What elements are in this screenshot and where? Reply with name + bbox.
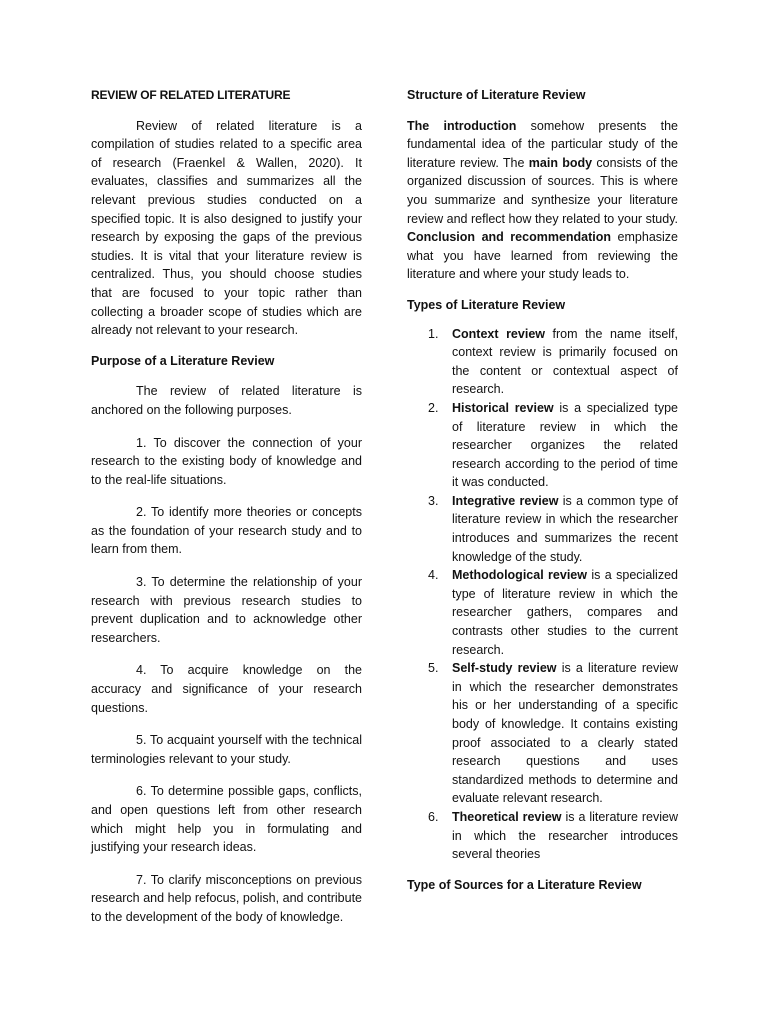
type-term: Context review [452,326,545,341]
left-column [91,86,362,927]
type-text: is a specialized type of literature review in which the researcher organizes the related research according to the period of time it was conducted. [452,400,679,490]
types-list [407,325,678,864]
sources-heading: Type of Sources for a Literature Review [407,877,642,892]
list-number: 5. [428,661,439,676]
type-term: Self-study review [452,661,557,676]
introduction-text: somehow presents the fundamental idea of the particular study of the literature review. The [407,118,678,170]
list-item [407,492,678,566]
list-number: 2. [428,400,439,415]
purpose-item-5: 5. To acquaint yourself with the technical terminologies relevant to your study. [91,733,362,766]
type-term: Integrative review [452,493,559,508]
list-item [407,808,678,864]
type-text: is a common type of literature review in which the researcher introduces and summarizes the recent knowledge of the study. [452,493,678,564]
list-item [407,325,678,399]
type-term: Historical review [452,400,554,415]
purpose-heading: Purpose of a Literature Review [91,353,275,368]
type-text: is a specialized type of literature review in which the researcher gathers, compares and contrasts other studies to the current research. [452,568,678,657]
list-number: 4. [428,568,439,583]
conclusion-term: Conclusion and recommendation [407,230,612,245]
list-number: 1. [428,326,439,341]
purpose-item-3: 3. To determine the relationship of your research with previous research studies to prevent duplication and to acknowledge other researchers. [91,575,362,645]
list-number: 6. [428,809,439,824]
purpose-item-1: 1. To discover the connection of your research to the existing body of knowledge and to the real-life situations. [91,435,362,487]
page-title: REVIEW OF RELATED LITERATURE [91,88,291,102]
intro-paragraph: Review of related literature is a compilation of studies related to a specific area of research (Fraenkel & Wallen, 2020). It evaluates, classifies and summarizes all the relevant previous studies conducted on a specified topic. It is also designed to justify your research by exposing the gaps of the previous studies. It is vital that your literature review is centralized. Thus, you should choose studies that are focused to your topic rather than collecting a broader scope of studies which are already not relevant to your research. [91,118,362,338]
purpose-item-4: 4. To acquire knowledge on the accuracy and significance of your research questions. [91,663,362,715]
main-body-text: consists of the organized discussion of sources. This is where you summarize and synthesize your literature review and reflect how they related to your study. [407,155,678,226]
purpose-intro: The review of related literature is anchored on the following purposes. [91,384,362,417]
main-body-term: main body [528,155,593,170]
list-number: 3. [428,493,439,508]
list-item [407,659,678,808]
purpose-item-2: 2. To identify more theories or concepts as the foundation of your research study and to learn from them. [91,505,362,557]
type-term: Theoretical review [452,809,562,824]
purpose-item-7: 7. To clarify misconceptions on previous research and help refocus, polish, and contribute to the development of the body of knowledge. [91,872,362,924]
purpose-item-6: 6. To determine possible gaps, conflicts, and open questions left from other research which might help you in formulating and justifying your research ideas. [91,784,362,855]
list-item [407,566,678,659]
type-text: is a literature review in which the researcher introduces several theories [452,809,679,862]
right-column [407,86,678,894]
types-heading: Types of Literature Review [407,297,566,312]
structure-heading: Structure of Literature Review [407,88,586,102]
type-term: Methodological review [452,568,587,583]
list-item [407,399,678,492]
structure-paragraph [407,117,678,284]
type-text: is a literature review in which the researcher demonstrates his or her understanding of a specific body of knowledge. It contains existing proof associated to a clearly stated research questions and uses standardized methods to determine and evaluate relevant research. [452,661,678,806]
type-text: from the name itself, context review is primarily focused on the content or contextual aspect of research. [452,326,678,397]
introduction-term: The introduction [407,118,517,133]
conclusion-text: emphasize what you have learned from reviewing the literature and where your study leads to. [407,230,678,282]
